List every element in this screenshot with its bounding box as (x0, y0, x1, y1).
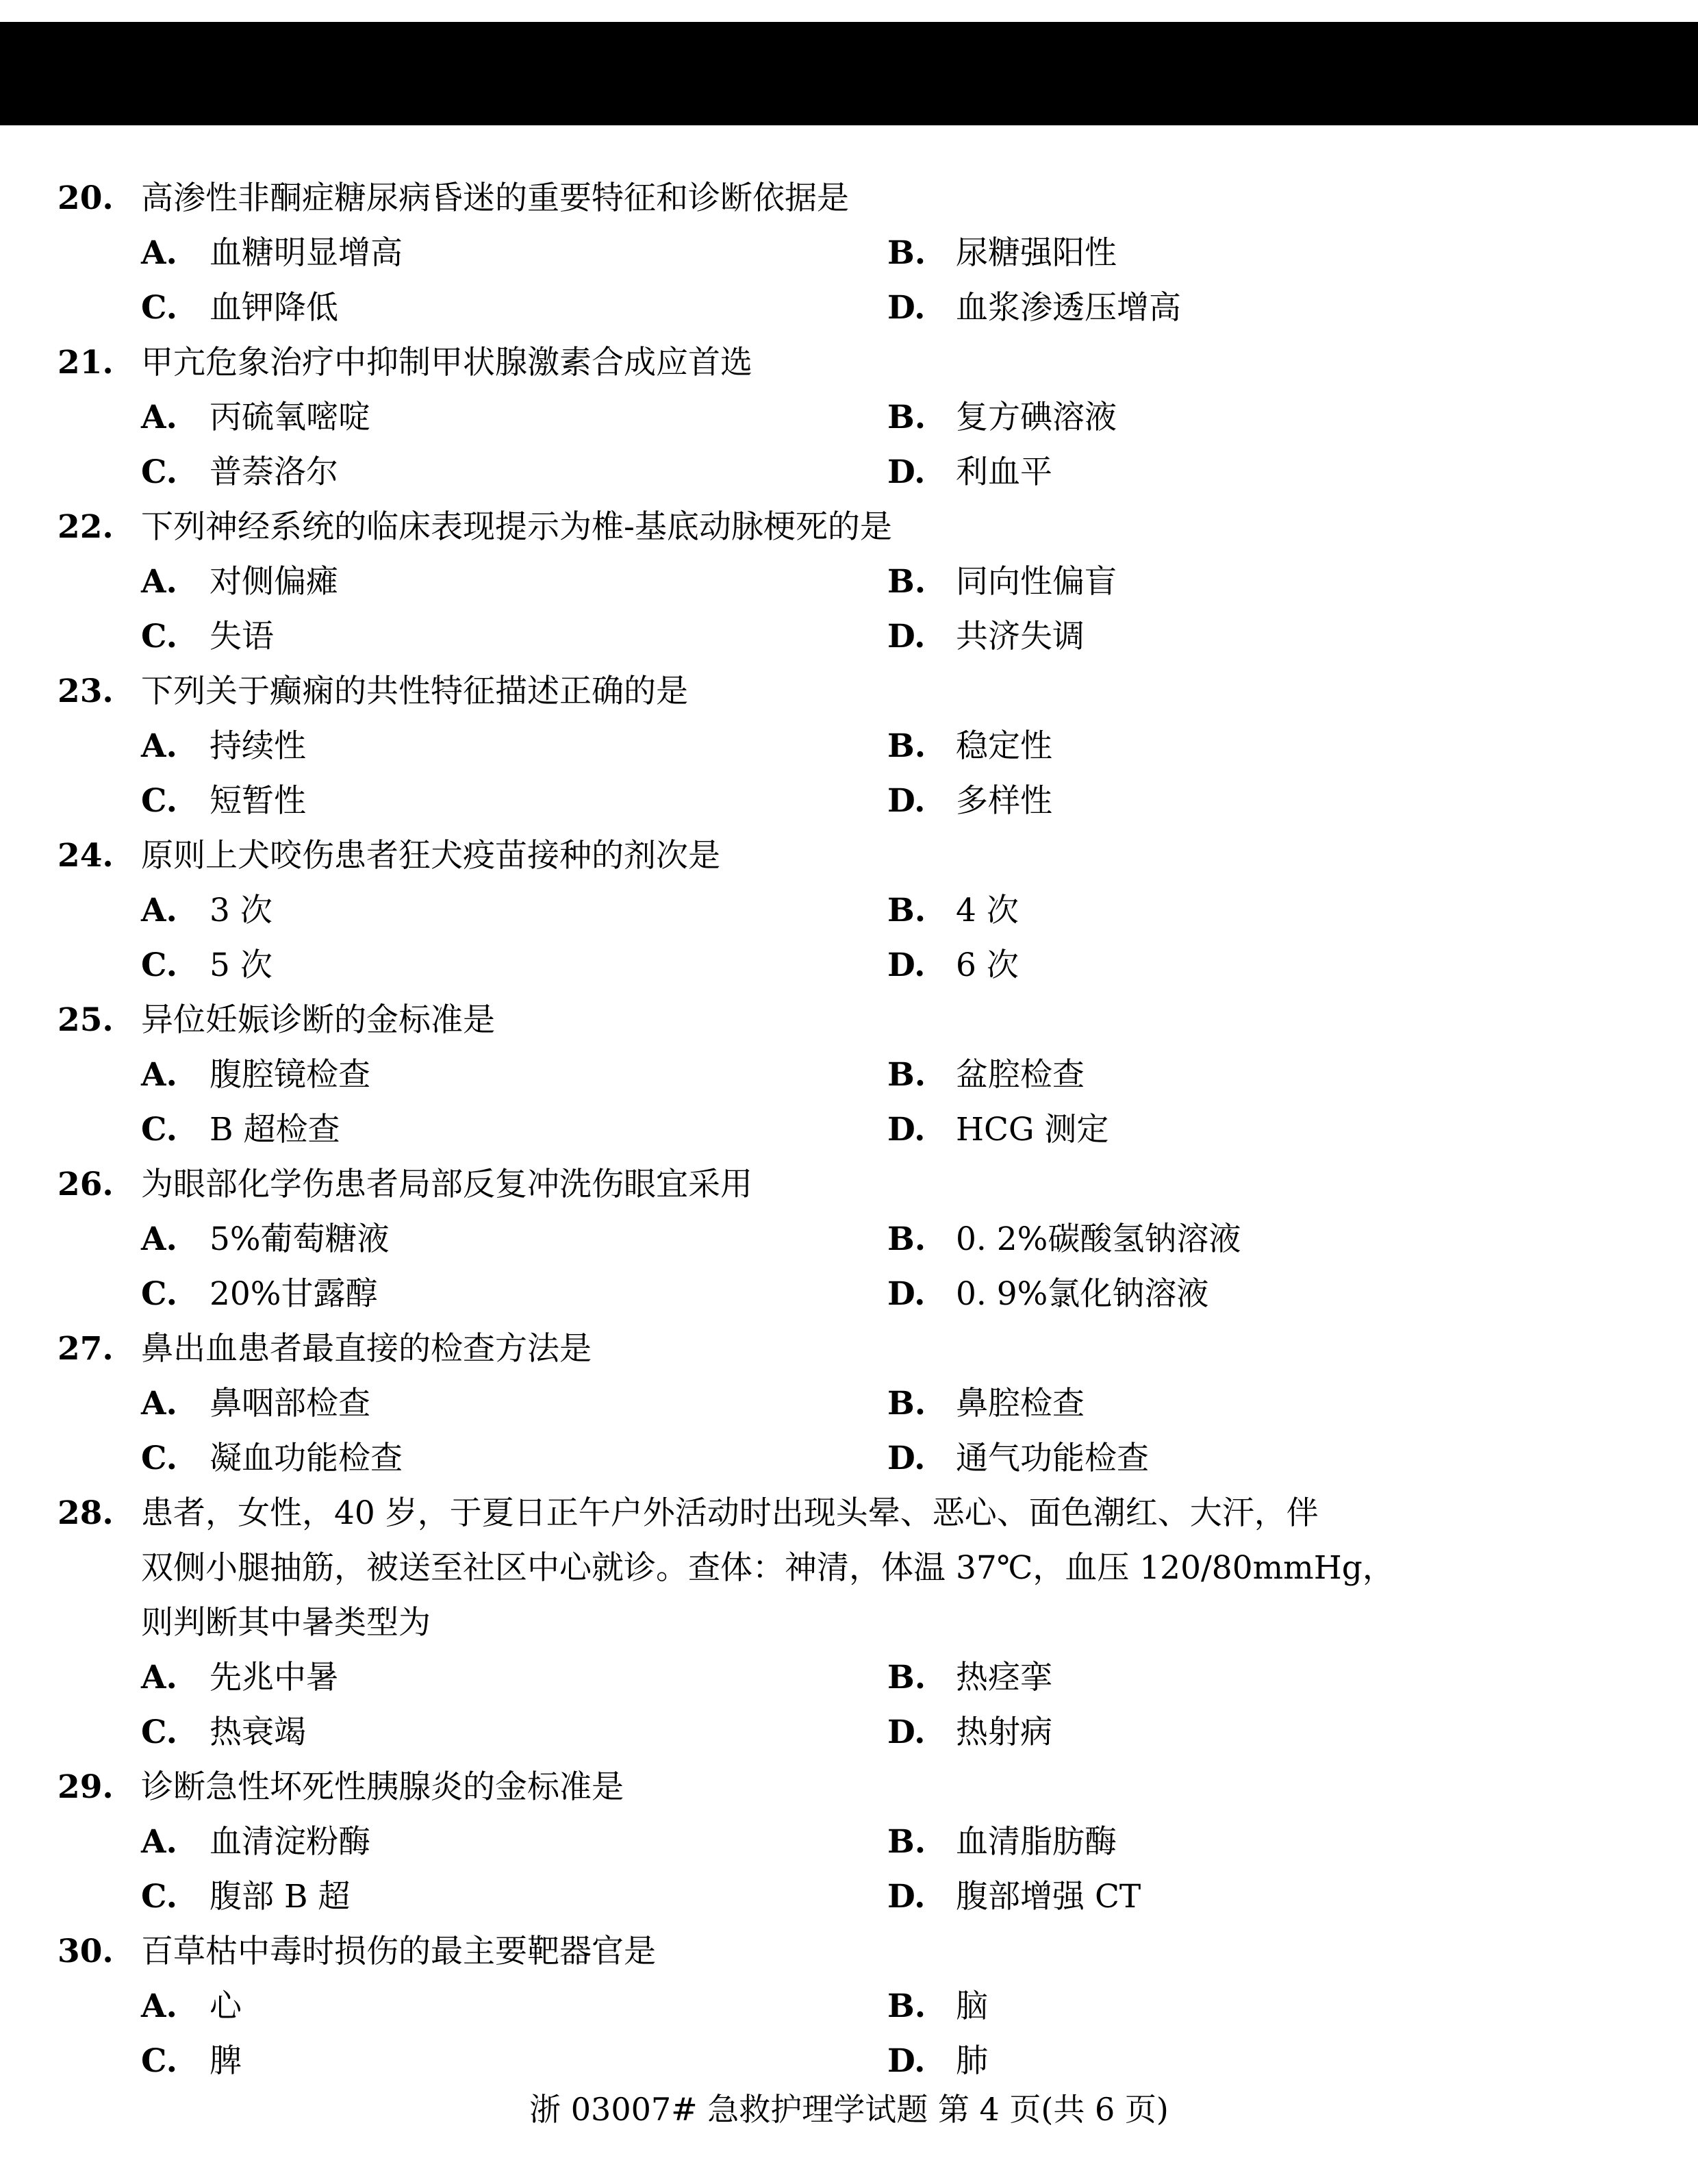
question-number: 26. (58, 1166, 114, 1203)
option-c: C. 腹部 B 超 (141, 1878, 351, 1916)
option-c: C. 脾 (141, 2042, 242, 2080)
question-stem (0, 993, 1698, 1048)
option-b: B. 4 次 (887, 892, 1019, 929)
question-stem (0, 1486, 1698, 1650)
options (0, 1048, 1698, 1157)
option-b: B. 热痉挛 (887, 1659, 1052, 1696)
question-text: 甲亢危象治疗中抑制甲状腺激素合成应首选 (141, 344, 752, 381)
question-number: 24. (58, 837, 114, 875)
question-30 (0, 1924, 1698, 2089)
question-stem (0, 1322, 1698, 1377)
option-a: A. 心 (141, 1987, 242, 2025)
question-stem (0, 1924, 1698, 1979)
question-21 (0, 336, 1698, 500)
options (0, 555, 1698, 664)
question-number: 22. (58, 508, 114, 546)
question-stem (0, 664, 1698, 719)
option-d: D. 6 次 (887, 946, 1019, 984)
question-27 (0, 1322, 1698, 1486)
option-a: A. 丙硫氧嘧啶 (141, 399, 370, 436)
question-number: 21. (58, 344, 114, 381)
question-29 (0, 1760, 1698, 1924)
option-d: D. 0. 9%氯化钠溶液 (887, 1275, 1209, 1313)
question-number: 25. (58, 1001, 114, 1039)
option-c: C. 凝血功能检查 (141, 1440, 403, 1477)
question-stem (0, 1760, 1698, 1815)
option-a: A. 血糖明显增高 (141, 234, 403, 272)
question-stem (0, 829, 1698, 883)
options (0, 719, 1698, 829)
question-text: 下列关于癫痫的共性特征描述正确的是 (141, 673, 688, 710)
question-number: 28. (58, 1494, 114, 1532)
option-c: C. 普萘洛尔 (141, 453, 338, 491)
question-text: 为眼部化学伤患者局部反复冲洗伤眼宜采用 (141, 1166, 752, 1203)
question-number: 27. (58, 1330, 114, 1368)
options (0, 1650, 1698, 1760)
options (0, 226, 1698, 336)
question-number: 23. (58, 673, 114, 710)
redacted-header-bar (0, 22, 1698, 125)
option-d: D. 腹部增强 CT (887, 1878, 1141, 1916)
option-c: C. 短暂性 (141, 782, 306, 820)
option-c: C. 热衰竭 (141, 1714, 306, 1751)
question-24 (0, 829, 1698, 993)
question-number: 30. (58, 1933, 114, 1970)
page-footer: 浙 03007# 急救护理学试题 第 4 页(共 6 页) (529, 2091, 1169, 2128)
option-a: A. 血清淀粉酶 (141, 1823, 370, 1861)
question-26 (0, 1157, 1698, 1322)
question-23 (0, 664, 1698, 829)
option-d: D. 血浆渗透压增高 (887, 289, 1181, 327)
question-text: 诊断急性坏死性胰腺炎的金标准是 (141, 1768, 624, 1806)
options (0, 1979, 1698, 2089)
question-list (0, 171, 1698, 2089)
options (0, 883, 1698, 993)
question-stem (0, 1157, 1698, 1212)
option-c: C. 5 次 (141, 946, 273, 984)
question-text: 百草枯中毒时损伤的最主要靶器官是 (141, 1933, 656, 1970)
option-c: C. B 超检查 (141, 1111, 340, 1149)
option-c: C. 失语 (141, 618, 274, 655)
option-d: D. 多样性 (887, 782, 1052, 820)
option-a: A. 先兆中暑 (141, 1659, 338, 1696)
question-number: 29. (58, 1768, 114, 1806)
option-a: A. 对侧偏瘫 (141, 563, 338, 601)
option-c: C. 20%甘露醇 (141, 1275, 378, 1313)
question-text: 下列神经系统的临床表现提示为椎-基底动脉梗死的是 (141, 508, 892, 546)
options (0, 1212, 1698, 1322)
question-stem (0, 500, 1698, 555)
option-b: B. 盆腔检查 (887, 1056, 1085, 1094)
question-text: 鼻出血患者最直接的检查方法是 (141, 1330, 592, 1368)
option-d: D. 通气功能检查 (887, 1440, 1149, 1477)
question-text-line-1: 患者，女性，40 岁，于夏日正午户外活动时出现头晕、恶心、面色潮红、大汗，伴 (141, 1494, 1319, 1532)
option-b: B. 尿糖强阳性 (887, 234, 1117, 272)
option-a: A. 3 次 (141, 892, 273, 929)
options (0, 390, 1698, 500)
options (0, 1815, 1698, 1924)
option-b: B. 脑 (887, 1987, 988, 2025)
option-b: B. 复方碘溶液 (887, 399, 1117, 436)
option-a: A. 持续性 (141, 727, 306, 765)
option-b: B. 同向性偏盲 (887, 563, 1117, 601)
option-b: B. 血清脂肪酶 (887, 1823, 1117, 1861)
question-22 (0, 500, 1698, 664)
option-b: B. 稳定性 (887, 727, 1052, 765)
option-c: C. 血钾降低 (141, 289, 338, 327)
question-stem (0, 171, 1698, 226)
question-text-line-3: 则判断其中暑类型为 (141, 1604, 431, 1642)
question-25 (0, 993, 1698, 1157)
question-text: 原则上犬咬伤患者狂犬疫苗接种的剂次是 (141, 837, 720, 875)
question-text-line-2: 双侧小腿抽筋，被送至社区中心就诊。查体：神清，体温 37℃，血压 120/80mmHg， (141, 1549, 1395, 1587)
option-b: B. 0. 2%碳酸氢钠溶液 (887, 1220, 1241, 1258)
question-text: 高渗性非酮症糖尿病昏迷的重要特征和诊断依据是 (141, 179, 849, 217)
option-a: A. 腹腔镜检查 (141, 1056, 370, 1094)
question-28 (0, 1486, 1698, 1760)
question-stem (0, 336, 1698, 390)
option-d: D. 利血平 (887, 453, 1052, 491)
options (0, 1377, 1698, 1486)
option-d: D. HCG 测定 (887, 1111, 1109, 1149)
option-a: A. 鼻咽部检查 (141, 1385, 370, 1422)
option-d: D. 热射病 (887, 1714, 1052, 1751)
option-a: A. 5%葡萄糖液 (141, 1220, 390, 1258)
option-b: B. 鼻腔检查 (887, 1385, 1085, 1422)
option-d: D. 共济失调 (887, 618, 1085, 655)
question-text: 异位妊娠诊断的金标准是 (141, 1001, 495, 1039)
question-number: 20. (58, 179, 114, 217)
question-20 (0, 171, 1698, 336)
option-d: D. 肺 (887, 2042, 988, 2080)
